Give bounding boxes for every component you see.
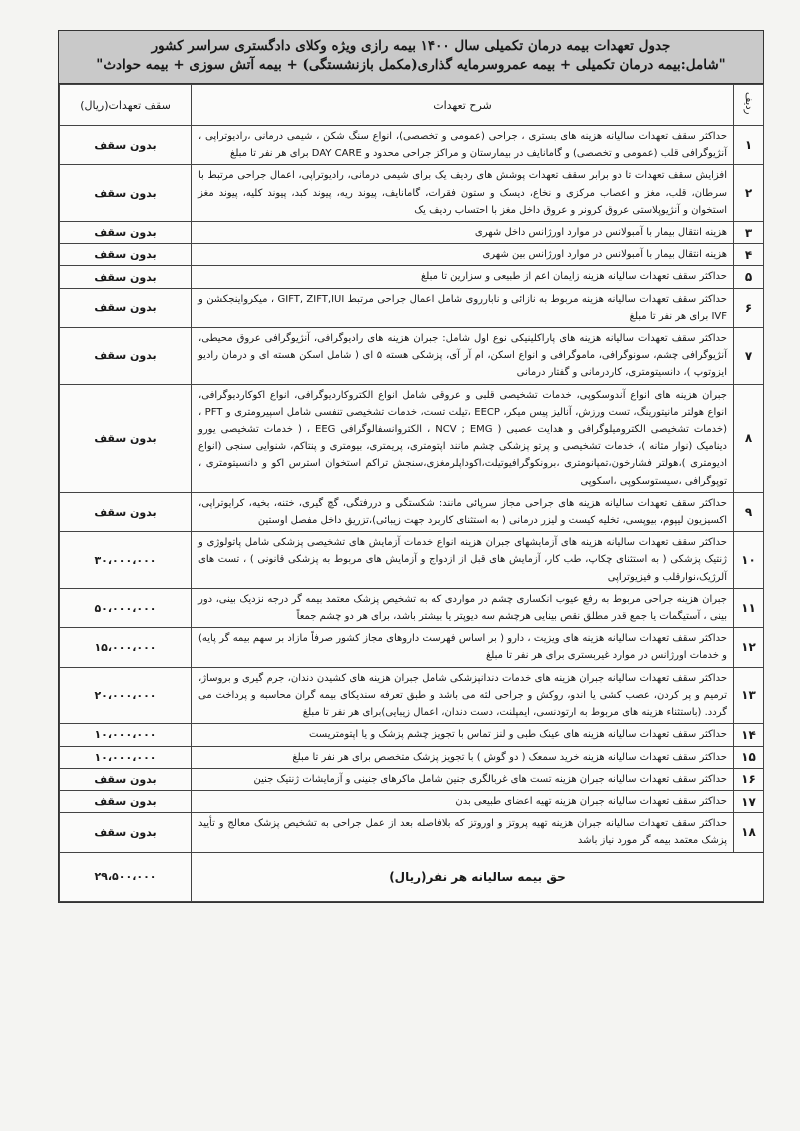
row-number: ۱۴ bbox=[734, 724, 764, 746]
row-description: حداکثر سقف تعهدات سالیانه هزینه های آزمایشهای جبران هزینه انواع خدمات آزمایش های تشخیصی پزشکی شامل پاتولوژی و ژنتیک پزشکی ( به استثنای چکاپ، طب کار، آزمایش های قبل از ازدواج و آزمایش های مربوط به پزشکی قانونی ) ، تست های آلرژیک،نوارقلب و فیزیوتراپی bbox=[192, 532, 734, 589]
row-description: حداکثر سقف تعهدات سالیانه هزینه مربوط به نازائی و نابارروی شامل اعمال جراحی مرتبط GIFT, ZIFT,IUI ، میکرواینجکشن و IVF برای هر نفر تا مبلغ bbox=[192, 288, 734, 327]
row-cap: بدون سقف bbox=[60, 222, 192, 244]
table-row bbox=[60, 222, 764, 244]
row-number: ۱۷ bbox=[734, 790, 764, 812]
table-row bbox=[60, 532, 764, 589]
row-number: ۹ bbox=[734, 492, 764, 531]
row-cap: ۵۰،۰۰۰،۰۰۰ bbox=[60, 588, 192, 627]
table-row bbox=[60, 165, 764, 222]
row-description: حداکثر سقف تعهدات سالیانه هزینه های عینک طبی و لنز تماس با تجویز چشم پزشک و یا اپتومتریست bbox=[192, 724, 734, 746]
row-description: حداکثر سقف تعهدات سالیانه هزینه های بستری ، جراحی (عمومی و تخصصی)، انواع سنگ شکن ، شیمی درمانی ،رادیوتراپی ، آنژیوگرافی قلب (عمومی و تخصصی) و گامانایف در بیمارستان و مراکز جراحی محدود و DAY CARE برای هر نفر تا مبلغ bbox=[192, 126, 734, 165]
table-row bbox=[60, 328, 764, 385]
row-description: جبران هزینه جراحی مربوط به رفع عیوب انکساری چشم در مواردی که به تشخیص پزشک معتمد بیمه گر درجه نزدیک بینی، دور بینی ، آستیگمات یا جمع قدر مطلق نقص بینایی هرچشم سه دیوپتر یا بیشتر باشد، برای هر دو چشم جمعاً bbox=[192, 588, 734, 627]
table-row bbox=[60, 244, 764, 266]
row-number: ۱۳ bbox=[734, 667, 764, 724]
row-description: حداکثر سقف تعهدات سالیانه جبران هزینه تهیه اعضای طبیعی بدن bbox=[192, 790, 734, 812]
row-cap: بدون سقف bbox=[60, 790, 192, 812]
row-description: حداکثر سقف تعهدات سالیانه هزینه خرید سمعک ( دو گوش ) با تجویز پزشک متخصص برای هر نفر تا مبلغ bbox=[192, 746, 734, 768]
total-value: ۲۹،۵۰۰،۰۰۰ bbox=[60, 852, 192, 901]
row-description: جبران هزینه های انواع آندوسکوپی، خدمات تشخیصی قلبی و عروقی شامل انواع الکتروکاردیوگرافی، انواع اکوکاردیوگرافی، انواع هولتر مانیتورینگ، تست ورزش، آنالیز پیس میکر، EECP ،تیلت تست، خدمات تشخیصی تنفسی شامل اسپیرومتری و PFT ، (خدمات تشخیصی الکترومیلوگرافی و هدایت عصبی ( NCV ; EMG ، الکتروانسفالوگرافی EEG ، ( خدمات تشخیصی یورو دینامیک (نوار مثانه )، خدمات تشخیصی و پرتو پزشکی چشم مانند اپتومتری، پریمتری، بیومتری و پنتاکم، شنوایی سنجی (انواع ادیومتری )،هولتر فشارخون،تمپانومتری ،برونکوگرافیوتیلت،اکوداپلرمغزی،سنجش تراکم استخوان استرس اکو و دانسیتومتری ، توپوگرافی ،سیستوسکوپی ،اسکوپی bbox=[192, 384, 734, 492]
table-row bbox=[60, 768, 764, 790]
row-number: ۶ bbox=[734, 288, 764, 327]
column-header-cap: سقف تعهدات(ریال) bbox=[60, 85, 192, 126]
column-header-description: شرح تعهدات bbox=[192, 85, 734, 126]
table-body bbox=[60, 126, 764, 853]
document-subtitle: "شامل:بیمه درمان تکمیلی + بیمه عمروسرمایه گذاری(مکمل بازنشستگی) + بیمه آتش سوزی + بیمه حوادث" bbox=[96, 57, 726, 73]
row-number: ۷ bbox=[734, 328, 764, 385]
row-number: ۱۲ bbox=[734, 628, 764, 667]
row-description: هزینه انتقال بیمار با آمبولانس در موارد اورژانس بین شهری bbox=[192, 244, 734, 266]
table-row bbox=[60, 588, 764, 627]
row-cap: بدون سقف bbox=[60, 813, 192, 852]
column-header-row bbox=[60, 85, 764, 126]
row-cap: بدون سقف bbox=[60, 288, 192, 327]
row-cap: ۱۵،۰۰۰،۰۰۰ bbox=[60, 628, 192, 667]
table-row bbox=[60, 288, 764, 327]
row-number: ۵ bbox=[734, 266, 764, 288]
row-number: ۸ bbox=[734, 384, 764, 492]
row-cap: ۱۰،۰۰۰،۰۰۰ bbox=[60, 724, 192, 746]
table-row bbox=[60, 126, 764, 165]
row-cap: بدون سقف bbox=[60, 328, 192, 385]
table-row bbox=[60, 813, 764, 852]
coverage-table bbox=[59, 84, 764, 902]
row-cap: بدون سقف bbox=[60, 165, 192, 222]
row-cap: بدون سقف bbox=[60, 126, 192, 165]
row-cap: ۱۰،۰۰۰،۰۰۰ bbox=[60, 746, 192, 768]
column-header-row-number: ردیف bbox=[734, 85, 764, 126]
document-title: جدول تعهدات بیمه درمان تکمیلی سال ۱۴۰۰ بیمه رازی ویژه وکلای دادگستری سراسر کشور bbox=[151, 38, 671, 54]
row-description: حداکثر سقف تعهدات سالیانه جبران هزینه تهیه پروتز و اوروتز که بلافاصله بعد از عمل جراحی به تشخیص پزشک معالج و تأیید پزشک معتمد بیمه گر مورد نیاز باشد bbox=[192, 813, 734, 852]
row-cap: بدون سقف bbox=[60, 266, 192, 288]
table-row bbox=[60, 667, 764, 724]
table-row bbox=[60, 746, 764, 768]
row-description: افزایش سقف تعهدات تا دو برابر سقف تعهدات پوشش های ردیف یک برای شیمی درمانی، رادیوتراپی، اعمال جراحی مرتبط با سرطان، قلب، مغز و اعصاب مرکزی و نخاع، دیسک و ستون فقرات، گامانایف، پیوند ریه، پیوند کبد، پیوند کلیه، پیوند مغز استخوان و آنژیوپلاستی عروق کرونر و عروق داخل مغز با احتساب ردیف یک bbox=[192, 165, 734, 222]
row-description: هزینه انتقال بیمار با آمبولانس در موارد اورژانس داخل شهری bbox=[192, 222, 734, 244]
table-header bbox=[59, 31, 763, 84]
row-number: ۲ bbox=[734, 165, 764, 222]
row-number: ۱۶ bbox=[734, 768, 764, 790]
table-row bbox=[60, 790, 764, 812]
row-number: ۴ bbox=[734, 244, 764, 266]
row-number: ۱ bbox=[734, 126, 764, 165]
row-number: ۳ bbox=[734, 222, 764, 244]
table-row bbox=[60, 384, 764, 492]
insurance-table-sheet bbox=[58, 30, 764, 903]
row-cap: ۳۰،۰۰۰،۰۰۰ bbox=[60, 532, 192, 589]
table-row bbox=[60, 266, 764, 288]
row-number: ۱۸ bbox=[734, 813, 764, 852]
row-cap: بدون سقف bbox=[60, 492, 192, 531]
row-description: حداکثر سقف تعهدات سالیانه جبران هزینه های خدمات دندانپزشکی شامل جبران هزینه های کشیدن دندان، جرم گیری و بروساژ، ترمیم و پر کردن، عصب کشی یا اندو، روکش و جراحی لثه می باشد و طبق تعرفه سندیکای بیمه گران محاسبه و پرداخت می گردد. (باستثناء هزینه های مربوط به ارتودنسی، ایمپلنت، دست دندان، اعمال زیبایی)برای هر نفر تا مبلغ bbox=[192, 667, 734, 724]
row-description: حداکثر سقف تعهدات سالیانه هزینه های ویزیت ، دارو ( بر اساس فهرست داروهای مجاز کشور صرفاً مازاد بر سهم بیمه گر پایه) و خدمات اورژانس در موارد غیربستری برای هر نفر تا مبلغ bbox=[192, 628, 734, 667]
row-number: ۱۰ bbox=[734, 532, 764, 589]
table-row bbox=[60, 628, 764, 667]
row-description: حداکثر سقف تعهدات سالیانه هزینه زایمان اعم از طبیعی و سزارین تا مبلغ bbox=[192, 266, 734, 288]
row-number: ۱۱ bbox=[734, 588, 764, 627]
row-cap: بدون سقف bbox=[60, 384, 192, 492]
row-number: ۱۵ bbox=[734, 746, 764, 768]
row-cap: بدون سقف bbox=[60, 768, 192, 790]
table-row bbox=[60, 724, 764, 746]
row-description: حداکثر سقف تعهدات سالیانه جبران هزینه تست های غربالگری جنین شامل ماکرهای جنینی و آزمایشات ژنتیک جنین bbox=[192, 768, 734, 790]
row-description: حداکثر سقف تعهدات سالیانه هزینه های جراحی مجاز سرپائی مانند: شکستگی و دررفتگی، گچ گیری، ختنه، بخیه، کرایوتراپی، اکسیزیون لیپوم، بیوپسی، تخلیه کیست و لیزر درمانی ( به استثنای کاربرد جهت زیبائی)،تزریق داخل مفصل اوستین bbox=[192, 492, 734, 531]
total-row bbox=[60, 852, 764, 901]
table-row bbox=[60, 492, 764, 531]
row-cap: ۲۰،۰۰۰،۰۰۰ bbox=[60, 667, 192, 724]
total-label: حق بیمه سالیانه هر نفر(ریال) bbox=[192, 852, 764, 901]
row-cap: بدون سقف bbox=[60, 244, 192, 266]
row-description: حداکثر سقف تعهدات سالیانه هزینه های پاراکلینیکی نوع اول شامل: جبران هزینه های رادیوگرافی، آنژیوگرافی عروق محیطی، آنژیوگرافی چشم، سونوگرافی، ماموگرافی و انواع اسکن، ام آر آی، پزشکی هسته ۵ ای ( شامل اسکن هسته ای و درمان رادیو ایزوتوپ )، دانسیتومتری، کاردرمانی و گفتار درمانی bbox=[192, 328, 734, 385]
